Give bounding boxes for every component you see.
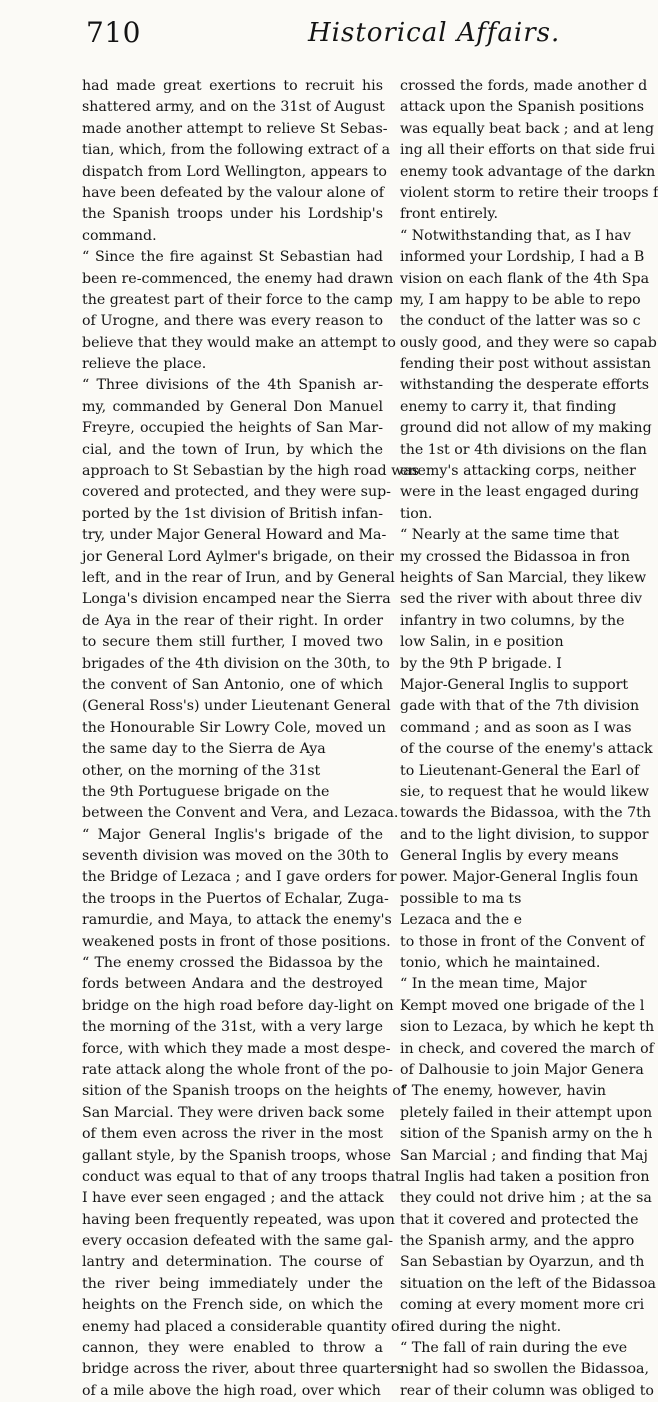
text-line: and to the light division, to suppor xyxy=(400,826,649,843)
text-line: possible to ma ts xyxy=(400,890,522,907)
text-line: of a mile above the high road, over which xyxy=(82,1382,381,1399)
text-line: “ In the mean time, Major xyxy=(400,976,587,993)
text-line: front entirely. xyxy=(400,206,499,223)
text-line: informed your Lordship, I had a B xyxy=(400,249,645,266)
text-line: force, with which they made a most despe- xyxy=(82,1040,391,1057)
text-line: was equally beat back ; and at leng xyxy=(400,120,655,137)
text-line: tian, which, from the following extract of a xyxy=(82,142,391,159)
text-line: gade with that of the 7th division xyxy=(400,698,640,715)
text-line: conduct was equal to that of any troops that xyxy=(82,1168,401,1185)
text-line: ground did not allow of my making xyxy=(400,420,652,437)
text-line: cial, and the town of Irun, by which the xyxy=(82,441,383,458)
text-line: of Urogne, and there was every reason to xyxy=(82,313,383,330)
text-line: “ The enemy crossed the Bidassoa by the xyxy=(82,955,383,972)
text-line: seventh division was moved on the 30th to xyxy=(82,848,389,865)
text-line: pletely failed in their attempt upon xyxy=(400,1104,653,1121)
text-line: been re-commenced, the enemy had drawn xyxy=(82,270,394,287)
text-line: low Salin, in e position xyxy=(400,634,564,651)
right-column xyxy=(400,76,658,1402)
text-line: have been defeated by the valour alone of xyxy=(82,184,385,201)
text-line: ramurdie, and Maya, to attack the enemy's xyxy=(82,912,392,929)
text-line: “ Major General Inglis's brigade of the xyxy=(82,826,383,843)
running-title: Historical Affairs. xyxy=(308,18,561,48)
text-line: the river being immediately under the xyxy=(82,1275,383,1292)
text-line: of Dalhousie to join Major Genera xyxy=(400,1061,644,1078)
text-line: power. Major-General Inglis foun xyxy=(400,869,639,886)
text-line: ported by the 1st division of British infan- xyxy=(82,505,383,522)
text-line: between the Convent and Vera, and Lezaca. xyxy=(82,805,399,822)
text-line: left, and in the rear of Irun, and by General xyxy=(82,569,395,586)
text-line: vision on each flank of the 4th Spa xyxy=(400,270,650,287)
text-line: the 1st or 4th divisions on the flan xyxy=(400,441,647,458)
text-line: rate attack along the whole front of the po- xyxy=(82,1061,393,1078)
text-line: the troops in the Puertos of Echalar, Zuga- xyxy=(82,890,389,907)
text-line: my, I am happy to be able to repo xyxy=(400,291,641,308)
text-line: the same day to the Sierra de Aya xyxy=(82,741,326,758)
text-line: ral Inglis had taken a position fron xyxy=(400,1168,650,1185)
text-line: command. xyxy=(82,227,157,244)
text-line: dispatch from Lord Wellington, appears to xyxy=(82,163,387,180)
text-line: my crossed the Bidassoa in fron xyxy=(400,548,631,565)
page-number: 710 xyxy=(86,16,141,49)
text-line: attack upon the Spanish positions xyxy=(400,99,645,116)
text-line: covered and protected, and they were sup- xyxy=(82,484,391,501)
text-line: of the course of the enemy's attack xyxy=(400,741,653,758)
text-line: they could not drive him ; at the sa xyxy=(400,1190,652,1207)
text-line: tired during the night. xyxy=(400,1318,562,1335)
text-line: situation on the left of the Bidassoa xyxy=(400,1275,656,1292)
text-line: by the 9th P brigade. I xyxy=(400,655,562,672)
text-line: “ Since the fire against St Sebastian had xyxy=(82,249,383,266)
text-line: night had so swollen the Bidassoa, xyxy=(400,1361,650,1378)
text-line: infantry in two columns, by the xyxy=(400,612,625,629)
text-line: rear of their column was obliged to xyxy=(400,1382,654,1399)
text-line: coming at every moment more cri xyxy=(400,1297,645,1314)
text-line: towards the Bidassoa, with the 7th xyxy=(400,805,651,822)
text-line: sed the river with about three div xyxy=(400,591,643,608)
text-line: cannon, they were enabled to throw a xyxy=(82,1340,383,1357)
text-line: command ; and as soon as I was xyxy=(400,719,632,736)
text-line: other, on the morning of the 31st xyxy=(82,762,321,779)
text-line: heights on the French side, on which the xyxy=(82,1297,383,1314)
text-line: believe that they would make an attempt to xyxy=(82,334,396,351)
text-line: jor General Lord Aylmer's brigade, on their xyxy=(82,548,394,565)
text-line: enemy to carry it, that finding xyxy=(400,398,617,415)
text-line: of them even across the river in the most xyxy=(82,1126,383,1143)
text-line: to those in front of the Convent of xyxy=(400,933,645,950)
page-header xyxy=(0,12,640,62)
text-line: “ Notwithstanding that, as I hav xyxy=(400,227,631,244)
text-line: tion. xyxy=(400,505,433,522)
text-line: sion to Lezaca, by which he kept th xyxy=(400,1019,655,1036)
text-line: relieve the place. xyxy=(82,356,207,373)
text-line: made another attempt to relieve St Sebas- xyxy=(82,120,388,137)
text-line: to secure them still further, I moved two xyxy=(82,634,383,651)
text-line: withstanding the desperate efforts xyxy=(400,377,650,394)
text-line: sition of the Spanish troops on the heights of xyxy=(82,1083,407,1100)
text-line: the Spanish troops under his Lordship's xyxy=(82,206,383,223)
text-line: lantry and determination. The course of xyxy=(82,1254,383,1271)
text-line: tonio, which he maintained. xyxy=(400,955,601,972)
text-line: sie, to request that he would likew xyxy=(400,783,649,800)
text-line: the Honourable Sir Lowry Cole, moved un xyxy=(82,719,386,736)
text-line: the Bridge of Lezaca ; and I gave orders for xyxy=(82,869,397,886)
text-line: crossed the fords, made another d xyxy=(400,78,648,94)
text-line: de Aya in the rear of their right. In order xyxy=(82,612,383,629)
text-line: the conduct of the latter was so c xyxy=(400,313,641,330)
text-line: the convent of San Antonio, one of which xyxy=(82,676,383,693)
text-line: Longa's division encamped near the Sierra xyxy=(82,591,391,608)
text-line: in check, and covered the march of xyxy=(400,1040,654,1057)
text-line: shattered army, and on the 31st of August xyxy=(82,99,385,116)
text-line: sition of the Spanish army on the h xyxy=(400,1126,653,1143)
text-line: “ Nearly at the same time that xyxy=(400,527,619,544)
text-line: try, under Major General Howard and Ma- xyxy=(82,527,387,544)
text-line: San Marcial. They were driven back some xyxy=(82,1104,385,1121)
text-line: San Sebastian by Oyarzun, and th xyxy=(400,1254,645,1271)
text-line: heights of San Marcial, they likew xyxy=(400,569,647,586)
text-line: Kempt moved one brigade of the l xyxy=(400,997,645,1014)
text-line: I have ever seen engaged ; and the attack xyxy=(82,1190,384,1207)
text-line: fending their post without assistan xyxy=(400,356,651,373)
text-line: having been frequently repeated, was upon xyxy=(82,1211,395,1228)
text-line: that it covered and protected the xyxy=(400,1211,639,1228)
text-line: had made great exertions to recruit his xyxy=(82,78,383,94)
text-line: bridge on the high road before day-light on xyxy=(82,997,394,1014)
text-line: every occasion defeated with the same gal- xyxy=(82,1233,394,1250)
text-line: Freyre, occupied the heights of San Mar- xyxy=(82,420,383,437)
text-line: my, commanded by General Don Manuel xyxy=(82,398,383,415)
text-line: “ The enemy, however, havin xyxy=(400,1083,606,1100)
text-line: the greatest part of their force to the camp xyxy=(82,291,393,308)
text-line: San Marcial ; and finding that Maj xyxy=(400,1147,648,1164)
text-line: bridge across the river, about three quarters xyxy=(82,1361,404,1378)
text-line: ously good, and they were so capab xyxy=(400,334,657,351)
text-line: the morning of the 31st, with a very large xyxy=(82,1019,383,1036)
text-line: enemy's attacking corps, neither xyxy=(400,463,636,480)
text-line: ing all their efforts on that side frui xyxy=(400,142,655,159)
text-line: enemy had placed a considerable quantity of xyxy=(82,1318,405,1335)
text-line: gallant style, by the Spanish troops, whose xyxy=(82,1147,392,1164)
text-line: “ Three divisions of the 4th Spanish ar- xyxy=(82,377,383,394)
text-line: General Inglis by every means xyxy=(400,848,619,865)
text-line: “ The fall of rain during the eve xyxy=(400,1340,628,1357)
text-line: weakened posts in front of those positions. xyxy=(82,933,391,950)
text-line: fords between Andara and the destroyed xyxy=(82,976,383,993)
text-line: the 9th Portuguese brigade on the xyxy=(82,783,330,800)
text-line: Major-General Inglis to support xyxy=(400,676,629,693)
text-line: (General Ross's) under Lieutenant General xyxy=(82,698,391,715)
text-line: violent storm to retire their troops f xyxy=(400,184,658,201)
text-line: the Spanish army, and the appro xyxy=(400,1233,635,1250)
text-line: were in the least engaged during xyxy=(400,484,639,501)
text-line: to Lieutenant-General the Earl of xyxy=(400,762,640,779)
text-line: enemy took advantage of the darkn xyxy=(400,163,656,180)
text-line: Lezaca and the e xyxy=(400,912,522,929)
text-line: brigades of the 4th division on the 30th, to xyxy=(82,655,390,672)
left-column xyxy=(82,76,419,1402)
text-line: approach to St Sebastian by the high road was xyxy=(82,463,419,480)
